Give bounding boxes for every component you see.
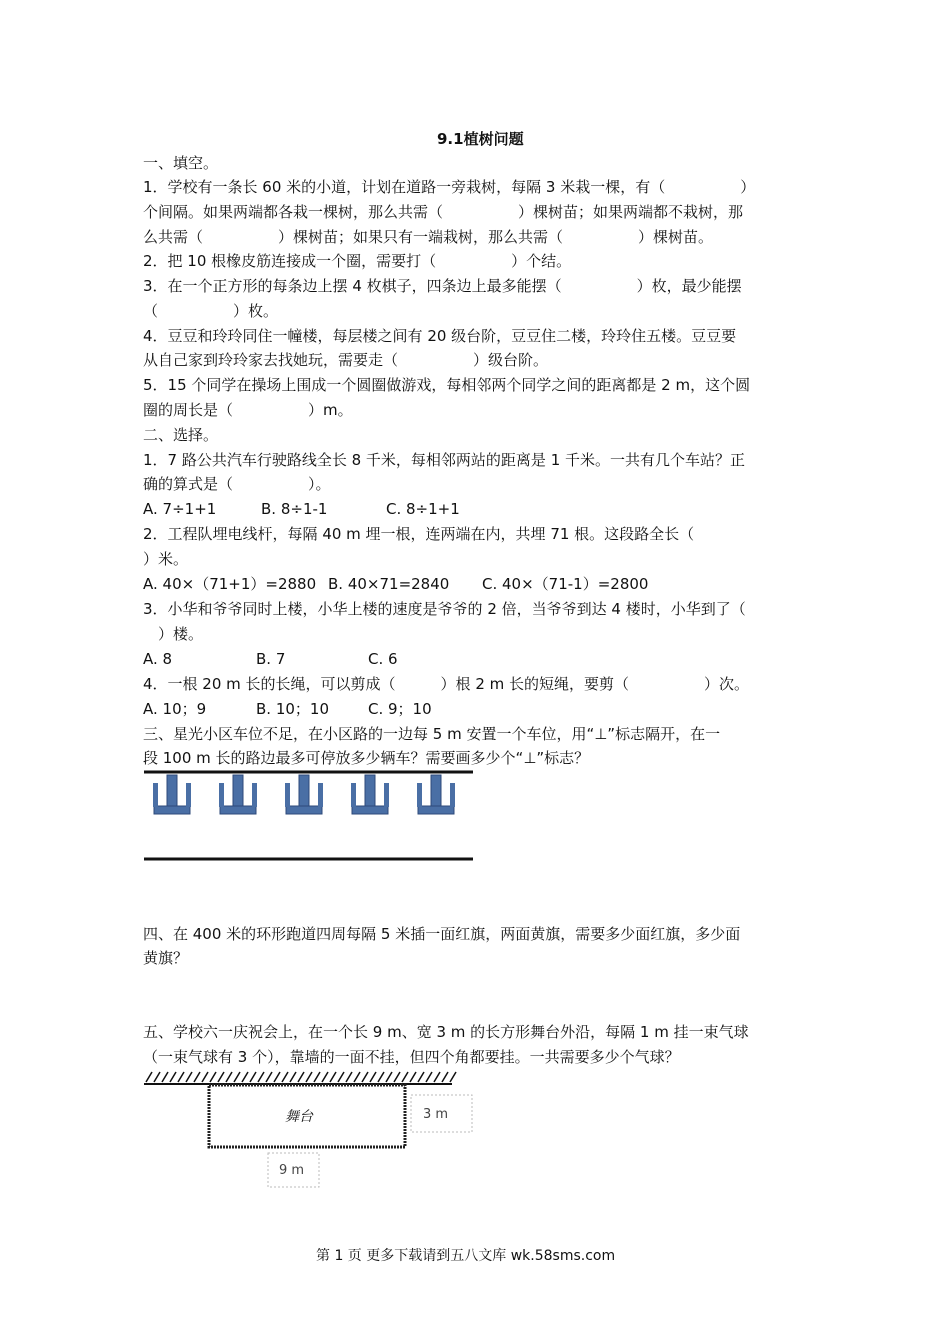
section-3-line1: 三、星光小区车位不足，在小区路的一边每 5 m 安置一个车位，用“⊥”标志隔开，在一 (143, 725, 721, 743)
parking-marker (153, 775, 191, 814)
s2-q2-line1: 2．工程队埋电线杆，每隔 40 m 埋一根，连两端在内，共埋 71 根。这段路全长（ (143, 525, 695, 543)
s2-q2-option-a: A. 40×（71+1）=2880 (143, 575, 317, 593)
width-label: 3 m (423, 1107, 449, 1122)
wall-hatch-mark (434, 1072, 440, 1082)
wall-hatch-mark (322, 1072, 328, 1082)
wall-hatch-mark (394, 1072, 400, 1082)
wall-hatch-mark (306, 1072, 312, 1082)
wall-hatch-mark (266, 1072, 272, 1082)
page-title: 9.1植树问题 (437, 130, 524, 148)
wall-hatch-mark (362, 1072, 368, 1082)
stage-label: 舞台 (285, 1109, 313, 1125)
s2-q1-option-c: C. 8÷1+1 (386, 500, 460, 518)
s2-q2-option-b: B. 40×71=2840 (328, 575, 450, 593)
wall-hatch-mark (226, 1072, 232, 1082)
wall-hatch-mark (162, 1072, 168, 1082)
s2-q1-option-a: A. 7÷1+1 (143, 500, 217, 518)
wall-hatch-mark (202, 1072, 208, 1082)
wall-hatch-mark (442, 1072, 448, 1082)
wall-hatch-mark (378, 1072, 384, 1082)
wall-hatch-mark (242, 1072, 248, 1082)
wall-hatch-mark (402, 1072, 408, 1082)
section-5-line1: 五、学校六一庆祝会上，在一个长 9 m、宽 3 m 的长方形舞台外沿，每隔 1 m 挂一束气球 (143, 1023, 749, 1041)
parking-marker (351, 775, 389, 814)
wall-hatch-mark (170, 1072, 176, 1082)
s2-q3-line1: 3．小华和爷爷同时上楼，小华上楼的速度是爷爷的 2 倍，当爷爷到达 4 楼时，小华到了（ (143, 600, 746, 618)
wall-hatch-mark (346, 1072, 352, 1082)
s1-q4-line2: 从自己家到玲玲家去找她玩，需要走（ ）级台阶。 (143, 351, 549, 369)
s2-q2-line2: ）米。 (143, 550, 189, 568)
wall-hatch-mark (178, 1072, 184, 1082)
wall-hatch-mark (354, 1072, 360, 1082)
wall-hatch-mark (338, 1072, 344, 1082)
wall-hatch-mark (290, 1072, 296, 1082)
wall-hatch-mark (386, 1072, 392, 1082)
parking-marker (219, 775, 257, 814)
s1-q4-line1: 4．豆豆和玲玲同住一幢楼，每层楼之间有 20 级台阶，豆豆住二楼，玲玲住五楼。豆豆要 (143, 327, 737, 345)
page-footer: 第 1 页 更多下载请到五八文库 wk.58sms.com (316, 1248, 616, 1264)
wall-hatch-mark (250, 1072, 256, 1082)
wall-hatch-mark (370, 1072, 376, 1082)
wall-hatch-mark (194, 1072, 200, 1082)
s2-q3-line2: ）楼。 (143, 625, 204, 643)
s1-q1-line3: 么共需（ ）棵树苗；如果只有一端栽树，那么共需（ ）棵树苗。 (143, 228, 714, 246)
wall-hatch-mark (410, 1072, 416, 1082)
s1-q3-line1: 3．在一个正方形的每条边上摆 4 枚棋子，四条边上最多能摆（ ）枚，最少能摆 (143, 277, 742, 295)
section-2-heading: 二、选择。 (143, 426, 219, 444)
s2-q3-option-a: A. 8 (143, 650, 173, 668)
wall-hatch (146, 1072, 456, 1082)
s1-q1-line2: 个间隔。如果两端都各栽一棵树，那么共需（ ）棵树苗；如果两端都不栽树，那 (143, 203, 744, 221)
s2-q1-line1: 1．7 路公共汽车行驶路线全长 8 千米，每相邻两站的距离是 1 千米。一共有几个车站？正 (143, 451, 746, 469)
wall-hatch-mark (258, 1072, 264, 1082)
s1-q3-line2: （ ）枚。 (143, 302, 279, 320)
wall-hatch-mark (274, 1072, 280, 1082)
wall-hatch-mark (426, 1072, 432, 1082)
s2-q1-option-b: B. 8÷1-1 (261, 500, 328, 518)
wall-hatch-mark (234, 1072, 240, 1082)
section-4-line1: 四、在 400 米的环形跑道四周每隔 5 米插一面红旗，两面黄旗，需要多少面红旗，多少面 (143, 925, 741, 943)
s1-q2: 2．把 10 根橡皮筋连接成一个圈，需要打（ ）个结。 (143, 252, 572, 270)
section-4-line2: 黄旗？ (143, 949, 189, 967)
wall-hatch-mark (186, 1072, 192, 1082)
length-label: 9 m (279, 1163, 305, 1178)
s2-q4: 4．一根 20 m 长的长绳，可以剪成（ ）根 2 m 长的短绳，要剪（ ）次。 (143, 675, 750, 693)
s2-q4-option-b: B. 10；10 (256, 700, 330, 718)
wall-hatch-mark (330, 1072, 336, 1082)
s2-q1-line2: 确的算式是（ ）。 (143, 475, 331, 493)
wall-hatch-mark (282, 1072, 288, 1082)
s2-q2-option-c: C. 40×（71-1）=2800 (482, 575, 649, 593)
parking-marker (285, 775, 323, 814)
stage-diagram (144, 1072, 472, 1187)
parking-marker (417, 775, 455, 814)
wall-hatch-mark (298, 1072, 304, 1082)
parking-diagram (144, 772, 473, 859)
s2-q3-option-b: B. 7 (256, 650, 286, 668)
s1-q5-line2: 圈的周长是（ ）m。 (143, 401, 353, 419)
wall-hatch-mark (418, 1072, 424, 1082)
section-1-heading: 一、填空。 (143, 154, 219, 172)
wall-hatch-mark (218, 1072, 224, 1082)
wall-hatch-mark (314, 1072, 320, 1082)
s1-q1-line1: 1．学校有一条长 60 米的小道，计划在道路一旁栽树，每隔 3 米栽一棵，有（ ） (143, 178, 756, 196)
section-3-line2: 段 100 m 长的路边最多可停放多少辆车？需要画多少个“⊥”标志？ (143, 749, 590, 767)
wall-hatch-mark (210, 1072, 216, 1082)
s1-q5-line1: 5．15 个同学在操场上围成一个圆圈做游戏，每相邻两个同学之间的距离都是 2 m，这个圆 (143, 376, 751, 394)
s2-q3-option-c: C. 6 (368, 650, 398, 668)
s2-q4-option-c: C. 9；10 (368, 700, 432, 718)
section-5-line2: （一束气球有 3 个），靠墙的一面不挂，但四个角都要挂。一共需要多少个气球？ (143, 1048, 680, 1066)
wall-hatch-mark (154, 1072, 160, 1082)
wall-hatch-mark (146, 1072, 152, 1082)
wall-hatch-mark (450, 1072, 456, 1082)
s2-q4-option-a: A. 10；9 (143, 700, 207, 718)
